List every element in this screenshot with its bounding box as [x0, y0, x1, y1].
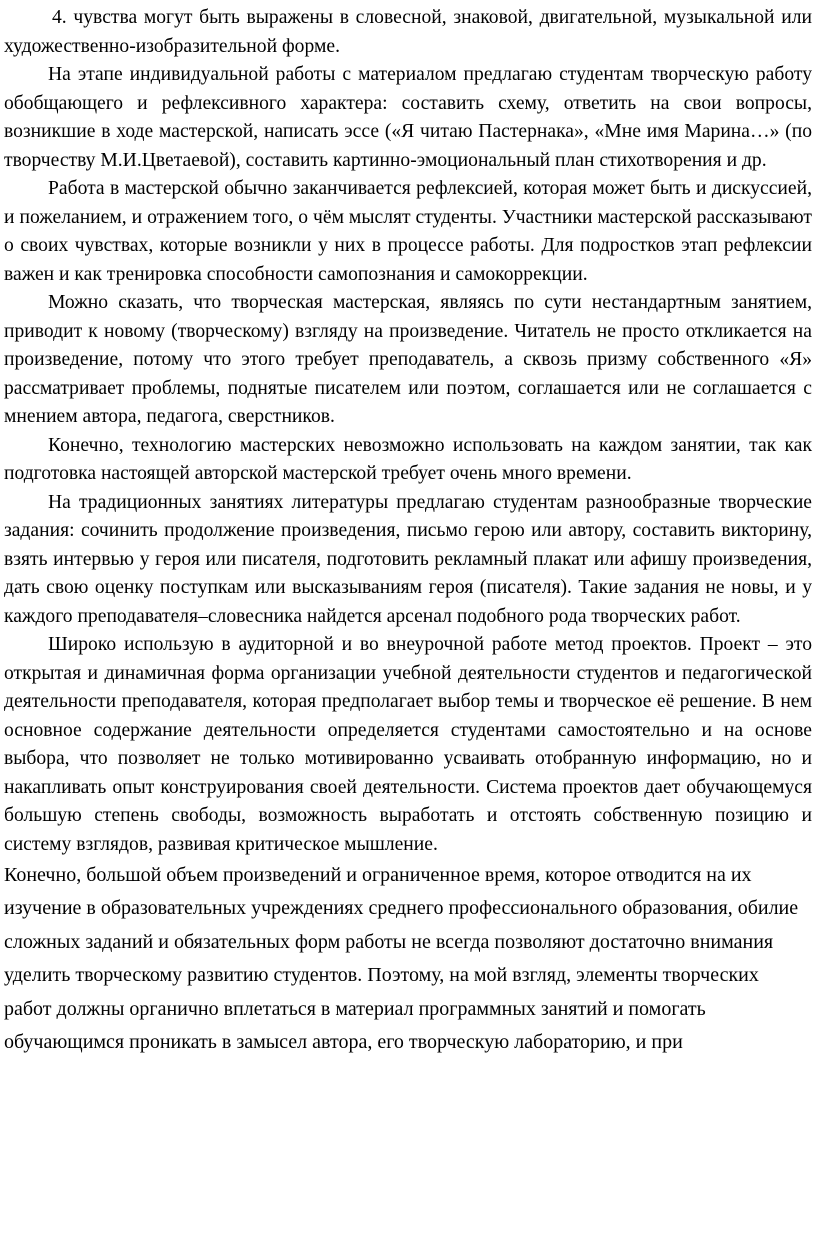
paragraph-conclusion: Конечно, большой объем произведений и ограниченное время, которое отводится на их изучение в образовательных учреждениях среднего профессионального образования, обилие сложных заданий и обязательных форм работы не всегда позволяют достаточно внимания уделить творческому развитию студентов. Поэтому, на мой взгляд, элементы творческих работ должны органично вплетаться в материал программных занятий и помогать обучающимся проникать в замысел автора, его творческую лабораторию, и при	[4, 864, 799, 1054]
paragraph-creative-workshop: Можно сказать, что творческая мастерская, являясь по сути нестандартным занятием, приводит к новому (творческому) взгляду на произведение. Читатель не просто откликается на произведение, потому что этого требует преподаватель, а сквозь призму собственного «Я» рассматривает проблемы, поднятые писателем или поэтом, соглашается или не соглашается с мнением автора, педагога, сверстников.	[4, 292, 812, 427]
paragraph-workshop-technology: Конечно, технологию мастерских невозможно использовать на каждом занятии, так как подготовка настоящей авторской мастерской требует очень много времени.	[4, 434, 812, 484]
paragraph-individual-work: На этапе индивидуальной работы с материалом предлагаю студентам творческую работу обобщающего и рефлексивного характера: составить схему, ответить на свои вопросы, возникшие в ходе мастерской, написать эссе («Я читаю Пастернака», «Мне имя Марина…» (по творчеству М.И.Цветаевой), составить картинно-эмоциональный план стихотворения и др.	[4, 64, 812, 171]
paragraph-feelings-forms: 4. чувства могут быть выражены в словесной, знаковой, двигательной, музыкальной или художественно-изобразительной форме.	[4, 7, 812, 57]
paragraph-traditional-lessons: На традиционных занятиях литературы предлагаю студентам разнообразные творческие задания: сочинить продолжение произведения, письмо герою или автору, составить викторину, взять интервью у героя или писателя, подготовить рекламный плакат или афишу произведения, дать свою оценку поступкам или высказываниям героя (писателя). Такие задания не новы, и у каждого преподавателя–словесника найдется арсенал подобного рода творческих работ.	[4, 491, 812, 627]
paragraph-project-method: Широко использую в аудиторной и во внеурочной работе метод проектов. Проект – это открытая и динамичная форма организации учебной деятельности студентов и педагогической деятельности преподавателя, которая предполагает выбор темы и творческое её решение. В нем основное содержание деятельности определяется студентами самостоятельно и на основе выбора, что позволяет не только мотивированно усваивать отобранную информацию, но и накапливать опыт конструирования своей деятельности. Система проектов дает обучающемуся большую степень свободы, возможность выработать и отстоять собственную позицию и систему взглядов, развивая критическое мышление.	[4, 634, 812, 855]
paragraph-reflection: Работа в мастерской обычно заканчивается рефлексией, которая может быть и дискуссией, и пожеланием, и отражением того, о чём мыслят студенты. Участники мастерской рассказывают о своих чувствах, которые возникли у них в процессе работы. Для подростков этап рефлексии важен и как тренировка способности самопознания и самокоррекции.	[4, 178, 812, 285]
